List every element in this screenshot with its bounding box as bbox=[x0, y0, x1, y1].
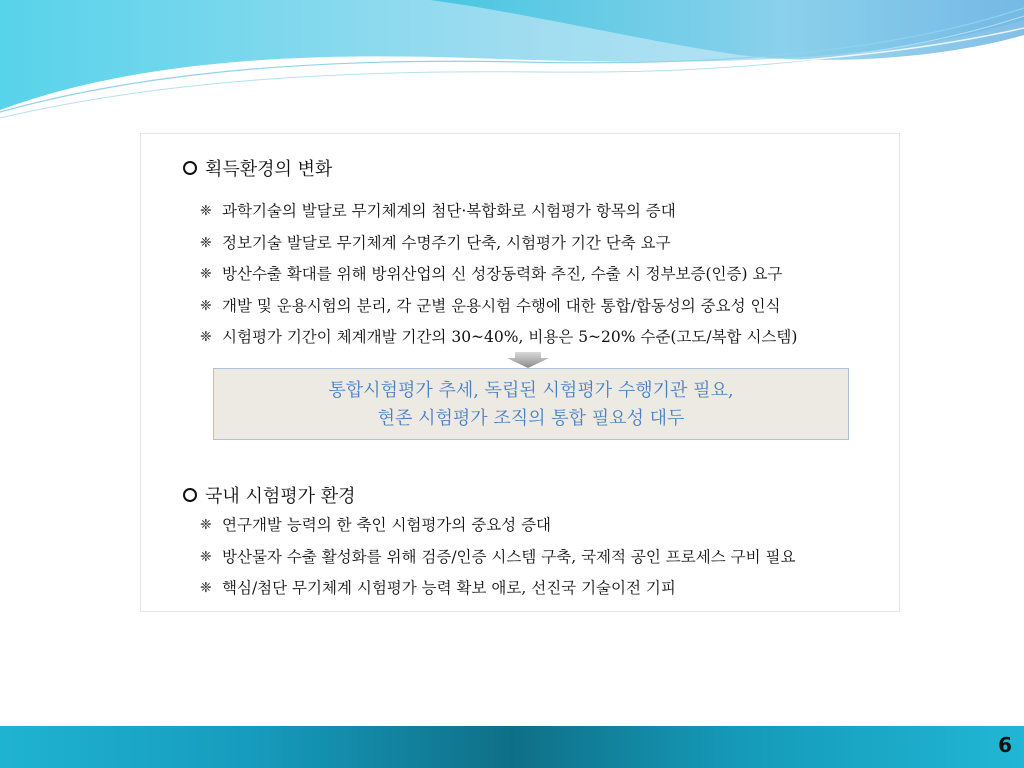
list-item: ❈ 방산수출 확대를 위해 방위산업의 신 성장동력화 추진, 수출 시 정부보증(인증) 요구 bbox=[200, 259, 797, 291]
snowflake-bullet-icon: ❈ bbox=[200, 266, 212, 282]
list-item: ❈ 개발 및 운용시험의 분리, 각 군별 운용시험 수행에 대한 통합/합동성의 중요성 인식 bbox=[200, 291, 797, 323]
conclusion-callout bbox=[213, 368, 849, 440]
list-item: ❈ 핵심/첨단 무기체계 시험평가 능력 확보 애로, 선진국 기술이전 기피 bbox=[200, 573, 795, 605]
section-heading-text: 국내 시험평가 환경 bbox=[205, 486, 356, 507]
circle-bullet-icon bbox=[183, 488, 197, 502]
snowflake-bullet-icon: ❈ bbox=[200, 297, 212, 314]
list-item: ❈ 방산물자 수출 활성화를 위해 검증/인증 시스템 구축, 국제적 공인 프로세스 구비 필요 bbox=[200, 542, 795, 574]
snowflake-bullet-icon: ❈ bbox=[200, 548, 212, 565]
section-heading-acquisition bbox=[183, 155, 332, 181]
circle-bullet-icon bbox=[183, 161, 197, 175]
list-item: ❈ 정보기술 발달로 무기체계 수명주기 단축, 시험평가 기간 단축 요구 bbox=[200, 228, 797, 260]
list-item: ❈ 시험평가 기간이 체계개발 기간의 30~40%, 비용은 5~20% 수준(고도/복합 시스템) bbox=[200, 322, 797, 354]
list-item: ❈ 과학기술의 발달로 무기체계의 첨단·복합화로 시험평가 항목의 증대 bbox=[200, 196, 797, 228]
conclusion-line-1: 통합시험평가 추세, 독립된 시험평가 수행기관 필요, bbox=[328, 380, 734, 401]
acquisition-change-list bbox=[200, 196, 797, 354]
snowflake-bullet-icon: ❈ bbox=[200, 580, 212, 596]
header-wave-decoration bbox=[0, 0, 1024, 130]
snowflake-bullet-icon: ❈ bbox=[200, 234, 212, 251]
page-number: 6 bbox=[998, 733, 1012, 757]
down-arrow-icon bbox=[507, 352, 549, 368]
snowflake-bullet-icon: ❈ bbox=[200, 517, 212, 533]
domestic-environment-list bbox=[200, 510, 795, 605]
conclusion-line-2: 현존 시험평가 조직의 통합 필요성 대두 bbox=[377, 408, 685, 429]
list-item: ❈ 연구개발 능력의 한 축인 시험평가의 중요성 증대 bbox=[200, 510, 795, 542]
section-heading-text: 획득환경의 변화 bbox=[205, 159, 333, 180]
section-heading-domestic bbox=[183, 482, 356, 508]
footer-bar bbox=[0, 726, 1024, 768]
snowflake-bullet-icon: ❈ bbox=[200, 329, 212, 345]
snowflake-bullet-icon: ❈ bbox=[200, 203, 212, 219]
